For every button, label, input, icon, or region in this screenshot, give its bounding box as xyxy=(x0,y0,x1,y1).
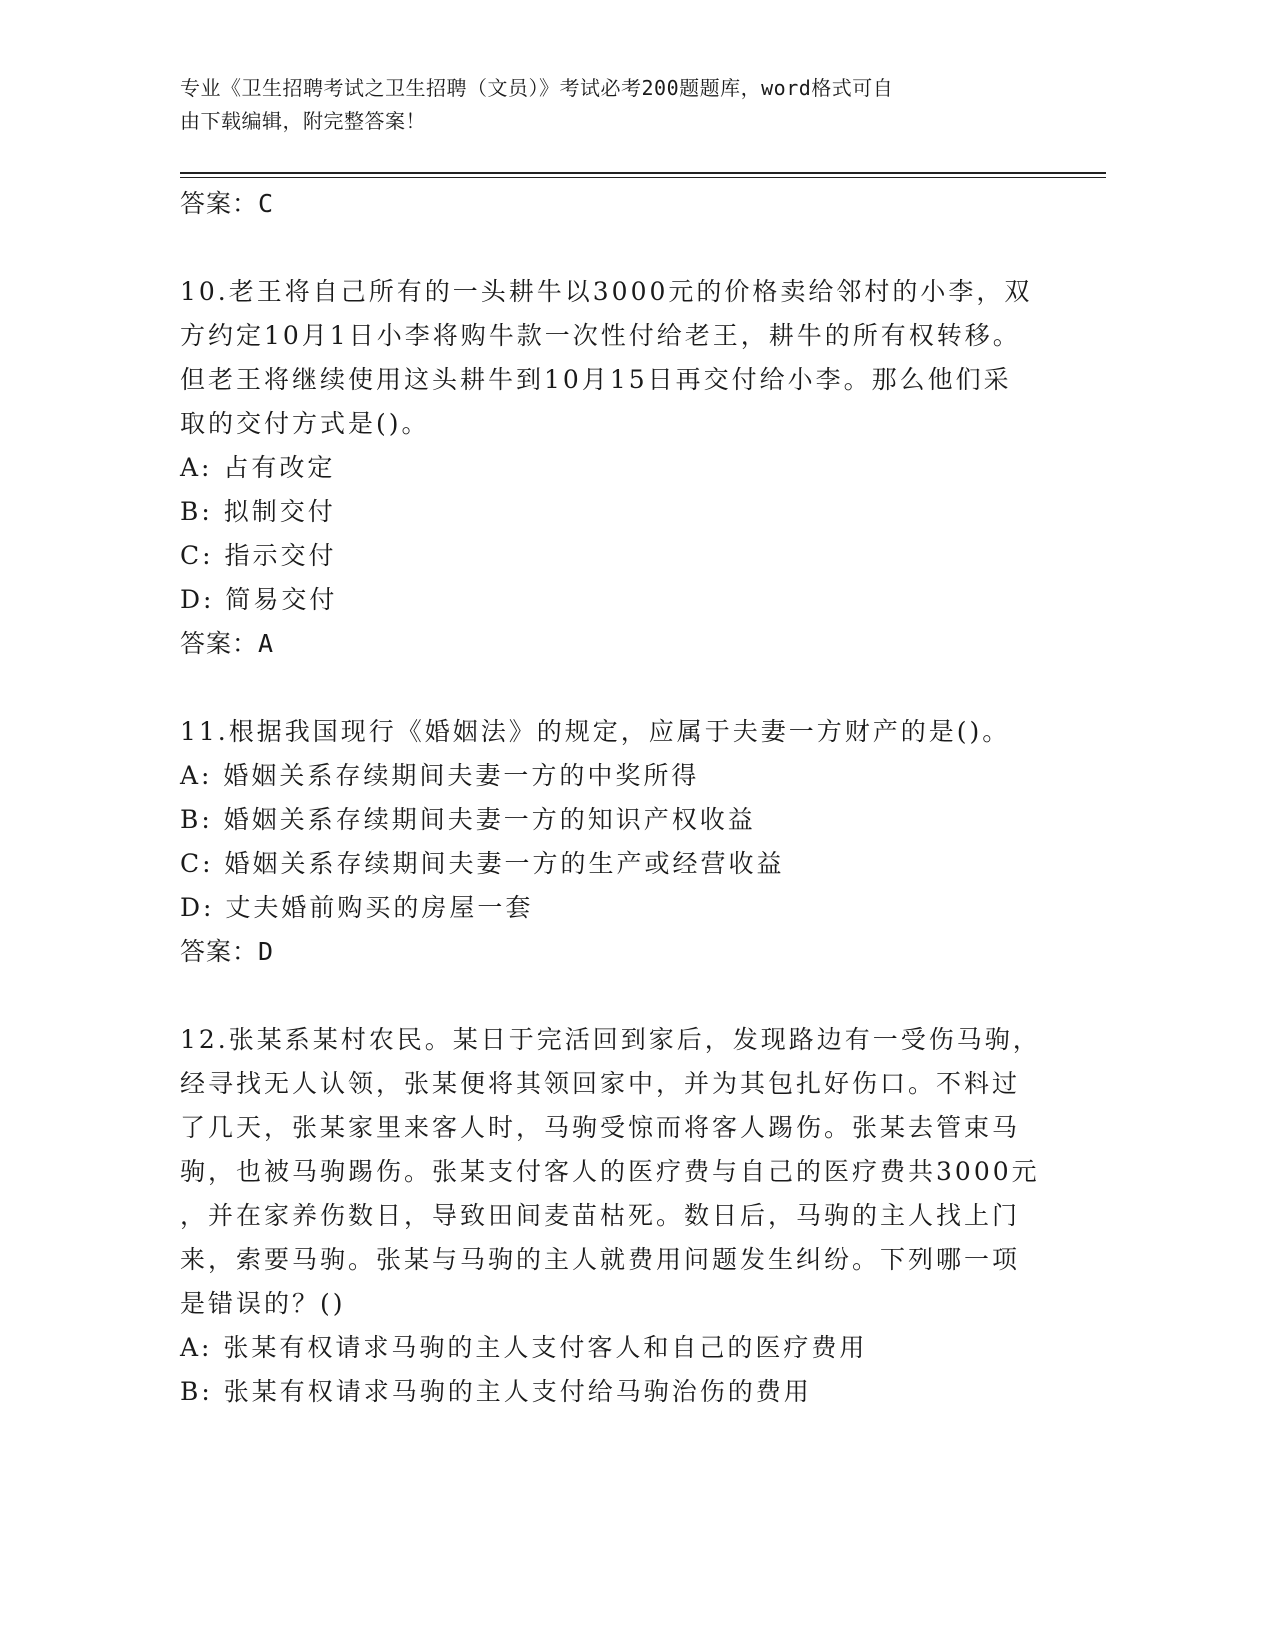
header-divider-thick xyxy=(180,172,1106,174)
question-text-line: 来，索要马驹。张某与马驹的主人就费用问题发生纠纷。下列哪一项 xyxy=(180,1245,1021,1274)
option-d: D: 丈夫婚前购买的房屋一套 xyxy=(180,893,534,922)
answer-line xyxy=(180,622,1040,666)
question-text-line: 10.老王将自己所有的一头耕牛以3000元的价格卖给邻村的小李，双 xyxy=(180,277,1033,306)
answer-line xyxy=(180,182,1040,226)
question-11 xyxy=(180,710,1040,974)
option-c: C: 指示交付 xyxy=(180,541,337,570)
option-b: B: 张某有权请求马驹的主人支付给马驹治伤的费用 xyxy=(180,1377,812,1406)
header-line-1: 专业《卫生招聘考试之卫生招聘（文员）》考试必考200题题库，word格式可自 xyxy=(180,76,894,100)
option-d: D: 简易交付 xyxy=(180,585,338,614)
answer-value: C xyxy=(258,189,275,218)
option-a: A: 婚姻关系存续期间夫妻一方的中奖所得 xyxy=(180,761,700,790)
spacer xyxy=(180,666,1040,710)
question-text-line: 但老王将继续使用这头耕牛到10月15日再交付给小李。那么他们采 xyxy=(180,365,1012,394)
question-text-line: 12.张某系某村农民。某日于完活回到家后，发现路边有一受伤马驹， xyxy=(180,1025,1041,1054)
answer-value: A xyxy=(258,629,275,658)
answer-label: 答案： xyxy=(180,937,259,966)
answer-line xyxy=(180,930,1040,974)
option-a: A: 占有改定 xyxy=(180,453,336,482)
question-text-line: 了几天，张某家里来客人时，马驹受惊而将客人踢伤。张某去管束马 xyxy=(180,1113,1021,1142)
page-content xyxy=(180,182,1040,1414)
question-text-line: 方约定10月1日小李将购牛款一次性付给老王，耕牛的所有权转移。 xyxy=(180,321,1021,350)
question-text-line: 取的交付方式是()。 xyxy=(180,409,430,438)
answer-value: D xyxy=(258,937,275,966)
question-text-line: ，并在家养伤数日，导致田间麦苗枯死。数日后，马驹的主人找上门 xyxy=(180,1201,1021,1230)
question-text-line: 经寻找无人认领，张某便将其领回家中，并为其包扎好伤口。不料过 xyxy=(180,1069,1021,1098)
spacer xyxy=(180,974,1040,1018)
document-header xyxy=(180,72,1040,138)
option-b: B: 拟制交付 xyxy=(180,497,336,526)
header-line-2: 由下载编辑，附完整答案！ xyxy=(180,109,426,133)
question-text-line: 是错误的？() xyxy=(180,1289,346,1318)
option-c: C: 婚姻关系存续期间夫妻一方的生产或经营收益 xyxy=(180,849,785,878)
spacer xyxy=(180,226,1040,270)
question-text-line: 驹，也被马驹踢伤。张某支付客人的医疗费与自己的医疗费共3000元 xyxy=(180,1157,1040,1186)
question-12 xyxy=(180,1018,1040,1414)
answer-label: 答案： xyxy=(180,629,259,658)
question-10 xyxy=(180,270,1040,666)
header-divider-thin xyxy=(180,177,1106,178)
option-b: B: 婚姻关系存续期间夫妻一方的知识产权收益 xyxy=(180,805,756,834)
option-a: A: 张某有权请求马驹的主人支付客人和自己的医疗费用 xyxy=(180,1333,868,1362)
answer-label: 答案： xyxy=(180,189,259,218)
question-text-line: 11.根据我国现行《婚姻法》的规定，应属于夫妻一方财产的是()。 xyxy=(180,717,1011,746)
